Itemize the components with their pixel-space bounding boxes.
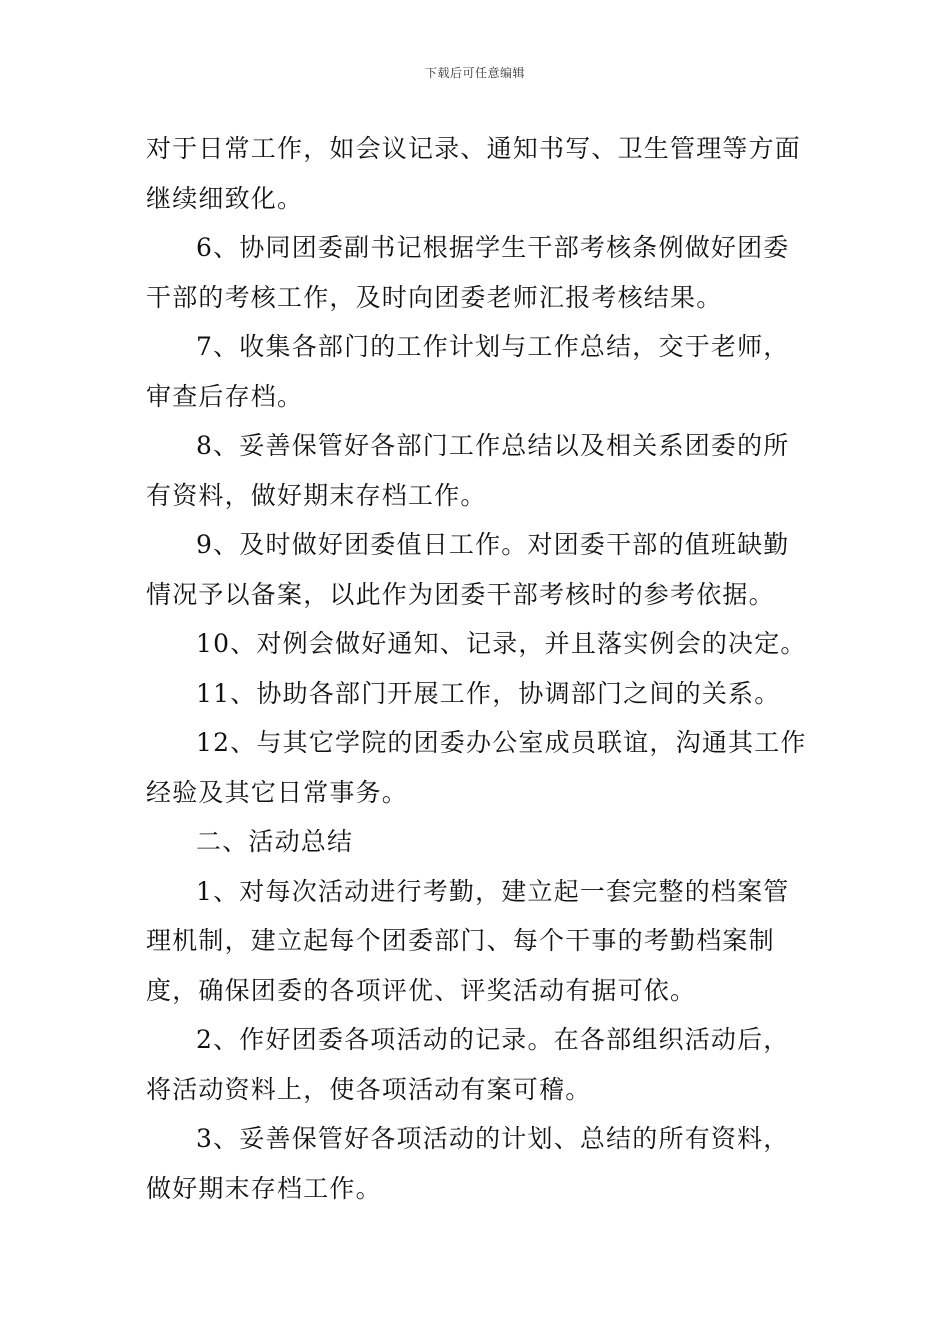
document-body [146,124,808,1213]
section-heading: 二、活动总结 [196,827,354,856]
paragraph: 1、对每次活动进行考勤，建立起一套完整的档案管理机制，建立起每个团委部门、每个干事的考勤档案制度，确保团委的各项评优、评奖活动有据可依。 [146,876,790,1005]
paragraph: 8、妥善保管好各部门工作总结以及相关系团委的所有资料，做好期末存档工作。 [146,431,790,510]
paragraph: 6、协同团委副书记根据学生干部考核条例做好团委干部的考核工作，及时向团委老师汇报考核结果。 [146,233,790,312]
paragraph: 12、与其它学院的团委办公室成员联谊，沟通其工作经验及其它日常事务。 [146,728,807,807]
paragraph: 7、收集各部门的工作计划与工作总结，交于老师，审查后存档。 [146,332,790,411]
paragraph: 9、及时做好团委值日工作。对团委干部的值班缺勤情况予以备案，以此作为团委干部考核时的参考依据。 [146,530,790,609]
page-header: 下载后可任意编辑 [424,66,525,80]
paragraph: 3、妥善保管好各项活动的计划、总结的所有资料，做好期末存档工作。 [146,1124,790,1203]
paragraph: 10、对例会做好通知、记录，并且落实例会的决定。 [196,629,807,658]
paragraph: 2、作好团委各项活动的记录。在各部组织活动后，将活动资料上，使各项活动有案可稽。 [146,1025,790,1104]
paragraph: 11、协助各部门开展工作，协调部门之间的关系。 [196,678,781,708]
paragraph: 对于日常工作，如会议记录、通知书写、卫生管理等方面继续细致化。 [146,134,802,213]
